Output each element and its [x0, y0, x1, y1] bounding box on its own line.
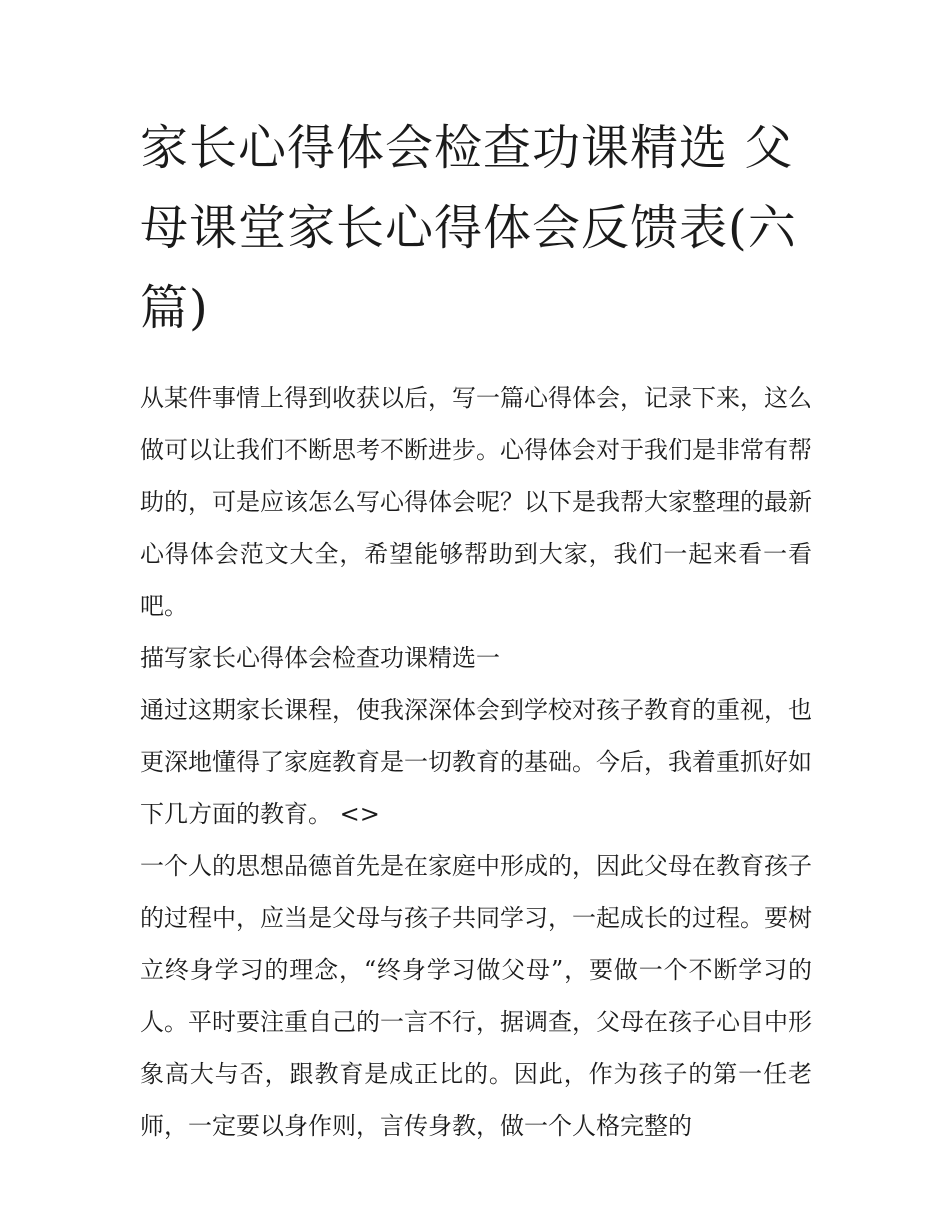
document-title: 家长心得体会检查功课精选 父母课堂家长心得体会反馈表(六篇) [140, 120, 797, 336]
document-page [140, 108, 812, 1152]
body-paragraph-2: 一个人的思想品德首先是在家庭中形成的，因此父母在教育孩子的过程中，应当是父母与孩子共同学习，一起成长的过程。要树立终身学习的理念，“终身学习做父母”，要做一个不断学习的人。平时要注重自己的一言不行，据调查，父母在孩子心目中形象高大与否，跟教育是成正比的。因此，作为孩子的第一任老师，一定要以身作则，言传身教，做一个人格完整的 [140, 852, 812, 1140]
section-heading: 描写家长心得体会检查功课精选一 [140, 644, 500, 672]
intro-paragraph: 从某件事情上得到收获以后，写一篇心得体会，记录下来，这么做可以让我们不断思考不断进步。心得体会对于我们是非常有帮助的，可是应该怎么写心得体会呢？以下是我帮大家整理的最新心得体会范文大全，希望能够帮助到大家，我们一起来看一看吧。 [140, 384, 812, 620]
body-paragraph-1: 通过这期家长课程，使我深深体会到学校对孩子教育的重视，也更深地懂得了家庭教育是一切教育的基础。今后，我着重抓好如下几方面的教育。 <> [140, 696, 812, 828]
